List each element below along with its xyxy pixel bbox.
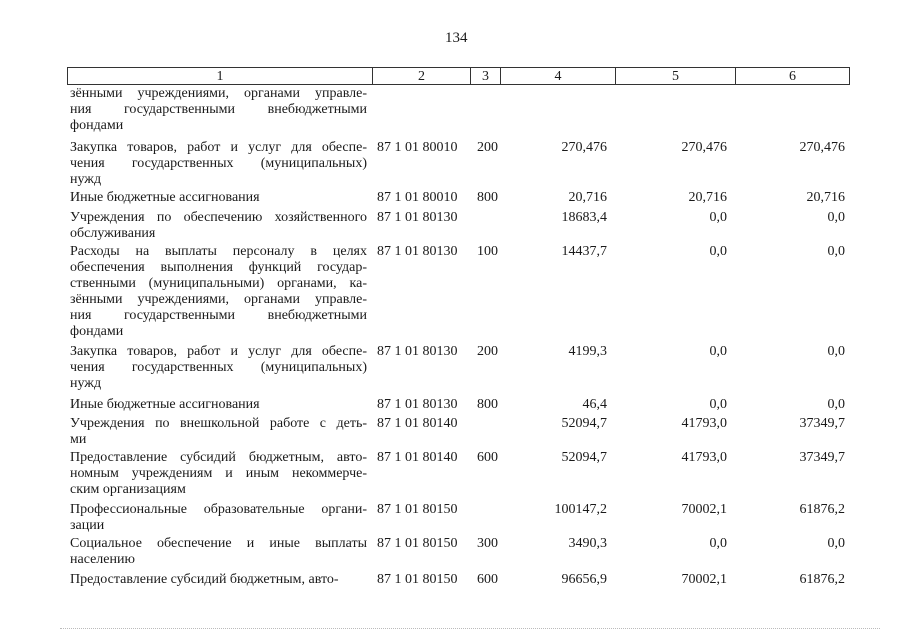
row-code: 87 1 01 80150: [377, 502, 458, 517]
row-expense-type: 800: [477, 397, 498, 412]
description-line: Предоставление субсидий бюджетным, авто-: [70, 450, 367, 465]
row-value-col5: 0,0: [709, 344, 727, 359]
row-description: [70, 502, 367, 534]
header-col-3: 3: [471, 68, 501, 84]
row-code: 87 1 01 80130: [377, 397, 458, 412]
description-line: нужд: [70, 172, 102, 187]
row-value-col6: 37349,7: [799, 450, 845, 465]
row-code: 87 1 01 80010: [377, 190, 458, 205]
row-value-col6: 0,0: [827, 397, 845, 412]
description-line: номным учреждениям и иным некоммерче-: [70, 466, 367, 481]
row-value-col6: 0,0: [827, 536, 845, 551]
row-value-col5: 0,0: [709, 244, 727, 259]
table-header-row: [67, 67, 850, 85]
description-line: фондами: [70, 324, 124, 339]
description-line: ским организациям: [70, 482, 186, 497]
row-code: 87 1 01 80130: [377, 244, 458, 259]
row-code: 87 1 01 80150: [377, 536, 458, 551]
header-col-5: 5: [616, 68, 736, 84]
row-value-col4: 96656,9: [561, 572, 607, 587]
header-col-2: 2: [373, 68, 471, 84]
row-value-col5: 20,716: [688, 190, 727, 205]
row-value-col4: 46,4: [582, 397, 607, 412]
row-value-col5: 0,0: [709, 210, 727, 225]
row-value-col6: 0,0: [827, 344, 845, 359]
row-value-col6: 20,716: [806, 190, 845, 205]
row-expense-type: 600: [477, 572, 498, 587]
description-line: Социальное обеспечение и иные выплаты: [70, 536, 367, 551]
description-line: Учреждения по обеспечению хозяйственного: [70, 210, 367, 225]
row-expense-type: 600: [477, 450, 498, 465]
description-line: чения государственных (муниципальных): [70, 360, 367, 375]
row-value-col5: 70002,1: [681, 572, 727, 587]
header-col-4: 4: [501, 68, 616, 84]
row-description: [70, 86, 367, 134]
row-expense-type: 200: [477, 140, 498, 155]
row-code: 87 1 01 80130: [377, 210, 458, 225]
row-value-col4: 100147,2: [554, 502, 607, 517]
description-line: зёнными учреждениями, органами управле-: [70, 86, 367, 101]
description-line: Учреждения по внешкольной работе с деть-: [70, 416, 367, 431]
row-description: [70, 572, 367, 588]
row-value-col6: 61876,2: [799, 572, 845, 587]
row-description: [70, 210, 367, 242]
row-value-col4: 4199,3: [568, 344, 607, 359]
row-description: [70, 536, 367, 568]
description-line: Иные бюджетные ассигнования: [70, 397, 260, 412]
row-description: [70, 450, 367, 498]
row-code: 87 1 01 80140: [377, 450, 458, 465]
row-value-col6: 37349,7: [799, 416, 845, 431]
row-value-col4: 3490,3: [568, 536, 607, 551]
row-description: [70, 397, 367, 413]
row-expense-type: 300: [477, 536, 498, 551]
row-value-col4: 270,476: [561, 140, 607, 155]
header-col-6: 6: [789, 69, 796, 84]
row-value-col5: 41793,0: [681, 450, 727, 465]
row-value-col5: 41793,0: [681, 416, 727, 431]
description-line: фондами: [70, 118, 124, 133]
description-line: чения государственных (муниципальных): [70, 156, 367, 171]
description-line: обслуживания: [70, 226, 156, 241]
row-value-col4: 52094,7: [561, 416, 607, 431]
row-value-col4: 20,716: [568, 190, 607, 205]
page-number: 134: [445, 30, 468, 46]
description-line: ственными (муниципальными) органами, ка-: [70, 276, 367, 291]
description-line: ния государственными внебюджетными: [70, 102, 367, 117]
row-value-col6: 0,0: [827, 210, 845, 225]
description-line: ния государственными внебюджетными: [70, 308, 367, 323]
row-description: [70, 416, 367, 448]
row-description: [70, 244, 367, 340]
description-line: нужд: [70, 376, 102, 391]
description-line: Иные бюджетные ассигнования: [70, 190, 260, 205]
row-description: [70, 140, 367, 188]
row-code: 87 1 01 80010: [377, 140, 458, 155]
description-line: зации: [70, 518, 105, 533]
description-line: Закупка товаров, работ и услуг для обеспе-: [70, 344, 367, 359]
row-description: [70, 190, 367, 206]
description-line: населению: [70, 552, 135, 567]
row-value-col5: 70002,1: [681, 502, 727, 517]
row-description: [70, 344, 367, 392]
row-value-col6: 0,0: [827, 244, 845, 259]
row-value-col4: 18683,4: [561, 210, 607, 225]
description-line: Расходы на выплаты персоналу в целях: [70, 244, 367, 259]
row-expense-type: 200: [477, 344, 498, 359]
description-line: зёнными учреждениями, органами управле-: [70, 292, 367, 307]
row-value-col6: 61876,2: [799, 502, 845, 517]
header-col-1: 1: [68, 68, 373, 84]
row-expense-type: 800: [477, 190, 498, 205]
row-value-col5: 0,0: [709, 536, 727, 551]
description-line: Закупка товаров, работ и услуг для обеспе-: [70, 140, 367, 155]
description-line: ми: [70, 432, 87, 447]
row-value-col4: 14437,7: [561, 244, 607, 259]
description-line: Предоставление субсидий бюджетным, авто-: [70, 572, 339, 587]
row-code: 87 1 01 80130: [377, 344, 458, 359]
row-code: 87 1 01 80150: [377, 572, 458, 587]
row-value-col6: 270,476: [799, 140, 845, 155]
description-line: обеспечения выполнения функций государ-: [70, 260, 367, 275]
row-value-col4: 52094,7: [561, 450, 607, 465]
row-expense-type: 100: [477, 244, 498, 259]
page-bottom-edge: [60, 628, 880, 631]
row-code: 87 1 01 80140: [377, 416, 458, 431]
row-value-col5: 270,476: [681, 140, 727, 155]
description-line: Профессиональные образовательные органи-: [70, 502, 367, 517]
row-value-col5: 0,0: [709, 397, 727, 412]
